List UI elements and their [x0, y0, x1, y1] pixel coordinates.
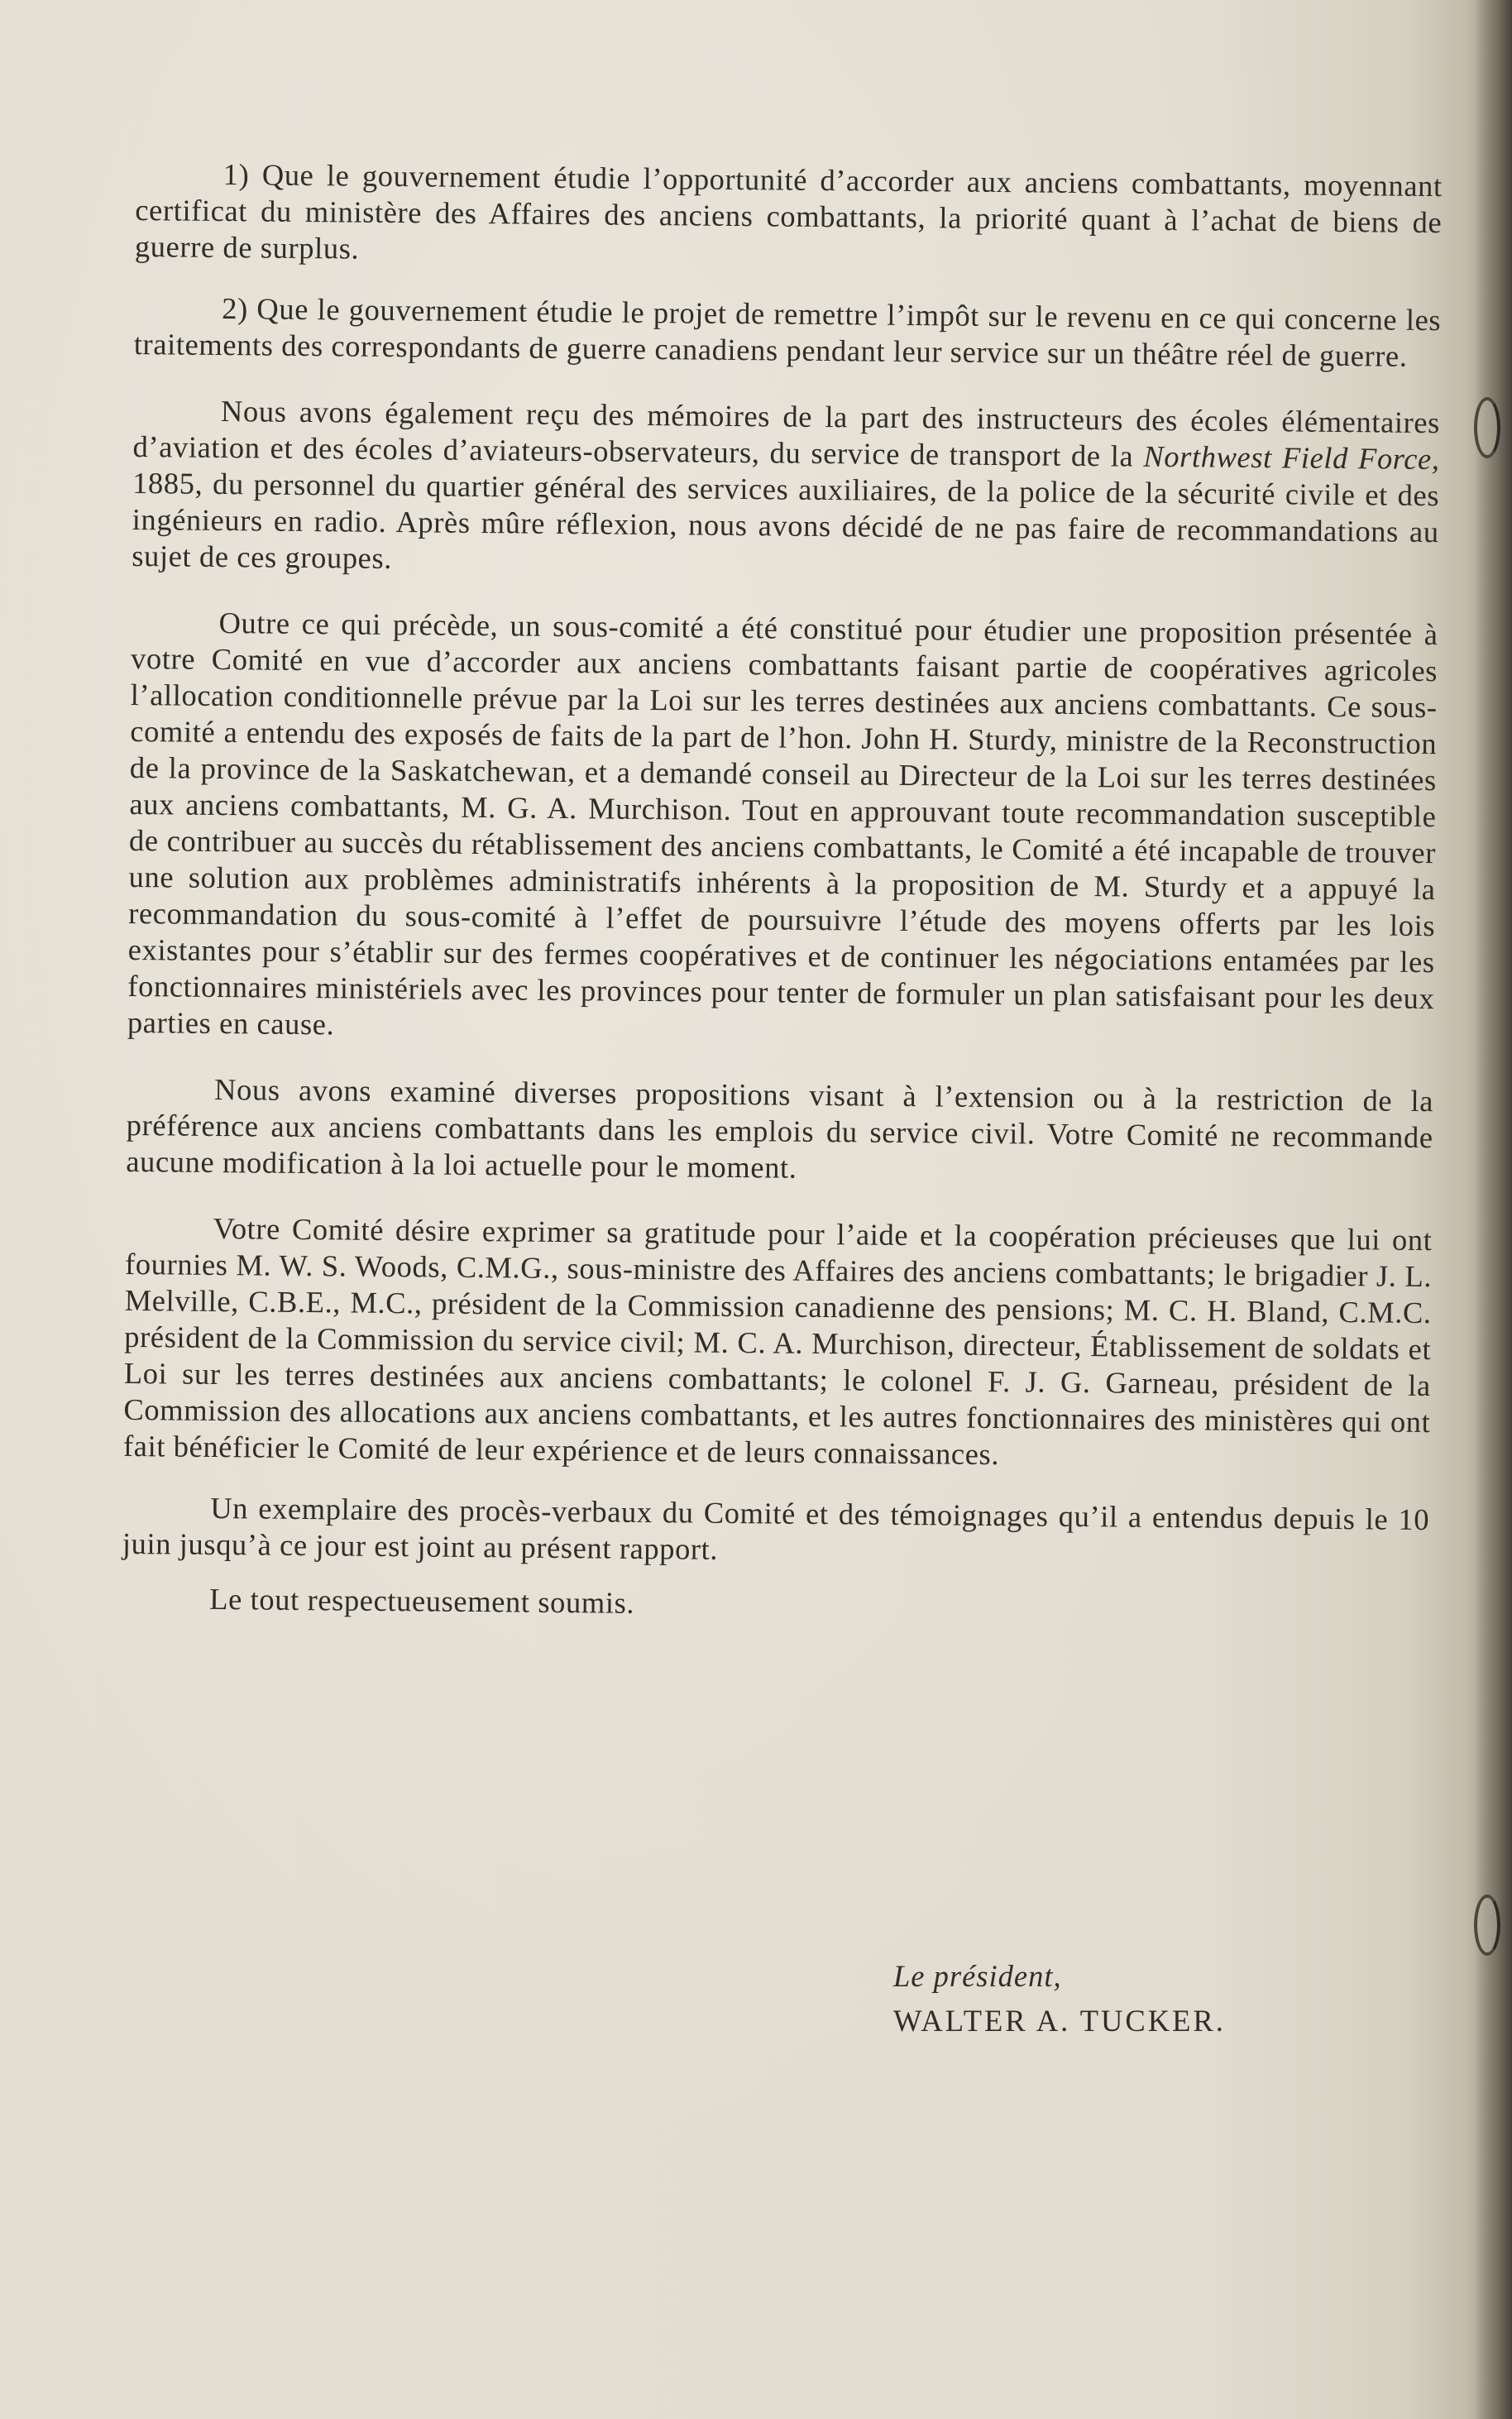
signature-title: Le président, — [893, 1959, 1062, 1993]
report-body — [122, 156, 1443, 1629]
recommendation-1: 1) Que le gouvernement étudie l’opportunité d’accorder aux anciens combattants, moyennant certificat du ministère des Affaires des anciens combattants, la priorité quant à l’achat de biens de guerre de surplus. — [134, 157, 1443, 266]
binder-ring-icon — [1474, 1894, 1500, 1956]
paragraph-memoires-italic: Northwest Field Force, — [1143, 438, 1440, 477]
paragraph-preference: Nous avons examiné diverses propositions visant à l’extension ou à la restriction de la préférence aux anciens combattants dans les emplois du service civil. Votre Comité ne recommande aucune modification à la loi actuelle pour le moment. — [126, 1071, 1434, 1185]
signature-block — [893, 1954, 1226, 2043]
paragraph-gratitude: Votre Comité désire exprimer sa gratitude pour l’aide et la coopération précieuses que lui ont fournies M. W. S. Woods, C.M.G., sous-ministre des Affaires des anciens combattants; le brigadier J. L. Melville, C.B.E., M.C., président de la Commission canadienne des pensions; M. C. H. Bland, C.M.C. président de la Commission du service civil; M. C. A. Murchison, directeur, Établissement de soldats et Loi sur les terres destinées aux anciens combattants; le colonel F. J. G. Garneau, président de la Commission des allocations aux anciens combattants, et les autres fonctionnaires des ministères qui ont fait bénéficier le Comité de leur expérience et de leurs connaissances. — [122, 1210, 1433, 1472]
closing-line: Le tout respectueusement soumis. — [209, 1581, 635, 1620]
paragraph-memoires-end: 1885, du personnel du quartier général des services auxiliaires, de la police de la sécurité civile et des ingénieurs en radio. Après mûre réflexion, nous avons décidé de ne pas faire de recommandations au sujet de ces groupes. — [132, 465, 1440, 575]
paragraph-memoires-start: Nous avons également reçu des mémoires de la part des instructeurs des écoles élémentaires d’aviation et des écoles d’aviateurs-observateurs, du service de transport de la — [132, 394, 1441, 473]
signature-name: WALTER A. TUCKER. — [893, 2004, 1226, 2038]
paragraph-sous-comite: Outre ce qui précède, un sous-comité a été constitué pour étudier une proposition présentée à votre Comité en vue d’accorder aux anciens combattants faisant partie de coopératives agricoles l’allocation conditionnelle prévue par la Loi sur les terres destinées aux anciens combattants. Ce sous-comité a entendu des exposés de faits de la part de l’hon. John H. Sturdy, ministre de la Reconstruction de la province de la Saskatchewan, et a demandé conseil au Directeur de la Loi sur les terres destinées aux anciens combattants, M. G. A. Murchison. Tout en approuvant toute recommandation susceptible de contribuer au succès du rétablissement des anciens combattants, le Comité a été incapable de trouver une solution aux problèmes administratifs inhérents à la proposition de M. Sturdy et a appuyé la recommandation du sous-comité à l’effet de poursuivre l’étude des moyens offerts par les lois existantes pour s’établir sur des fermes coopératives et de continuer les négociations entamées par les fonctionnaires ministériels avec les provinces pour tenter de formuler un plan satisfaisant pour les deux parties en cause. — [127, 605, 1438, 1042]
paragraph-exemplaire: Un exemplaire des procès-verbaux du Comité et des témoignages qu’il a entendus depuis le 10 juin jusqu’à ce jour est joint au présent rapport. — [122, 1490, 1430, 1566]
binding-edge-shadow — [1474, 0, 1512, 2419]
recommendation-2: 2) Que le gouvernement étudie le projet de remettre l’impôt sur le revenu en ce qui concerne les traitements des correspondants de guerre canadiens pendant leur service sur un théâtre réel de guerre. — [133, 291, 1442, 373]
binder-ring-icon — [1474, 397, 1500, 458]
paragraph-memoires — [132, 392, 1440, 587]
